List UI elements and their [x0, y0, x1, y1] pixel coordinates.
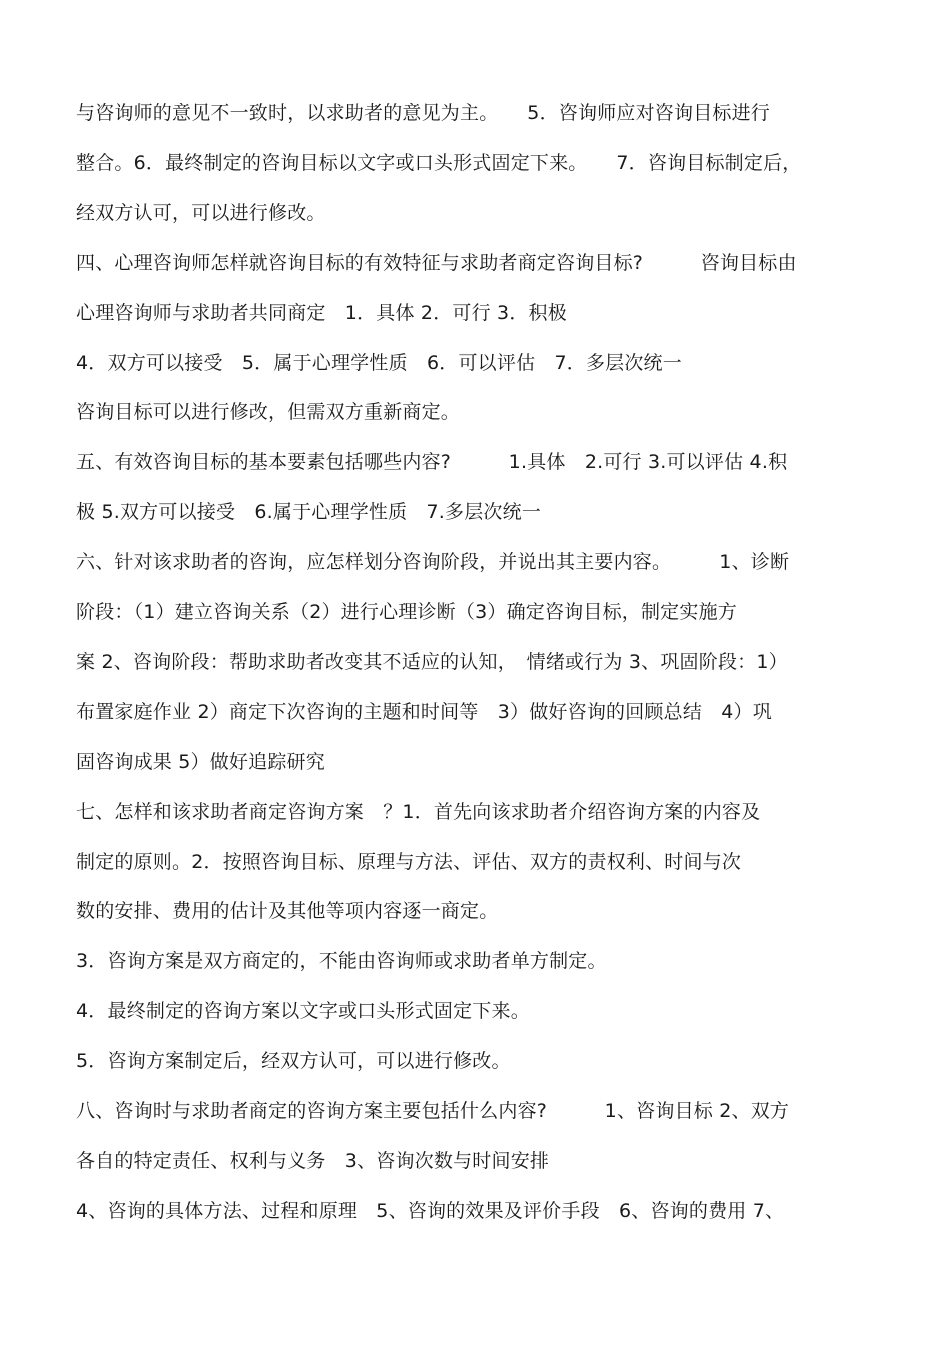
text-line: 四、心理咨询师怎样就咨询目标的有效特征与求助者商定咨询目标? 咨询目标由 [76, 251, 797, 274]
text-line: 案 2、咨询阶段：帮助求助者改变其不适应的认知， 情绪或行为 3、巩固阶段：1） [76, 650, 788, 673]
text-line: 七、怎样和该求助者商定咨询方案 ？1．首先向该求助者介绍咨询方案的内容及 [76, 800, 761, 823]
text-line: 4、咨询的具体方法、过程和原理 5、咨询的效果及评价手段 6、咨询的费用 7、 [76, 1199, 785, 1222]
text-line: 制定的原则。2．按照咨询目标、原理与方法、评估、双方的责权利、时间与次 [76, 850, 742, 873]
text-line: 各自的特定责任、权利与义务 3、咨询次数与时间安排 [76, 1149, 550, 1172]
text-line: 咨询目标可以进行修改，但需双方重新商定。 [76, 401, 461, 424]
text-line: 极 5.双方可以接受 6.属于心理学性质 7.多层次统一 [76, 501, 542, 524]
text-line: 经双方认可，可以进行修改。 [76, 201, 326, 224]
text-line: 3．咨询方案是双方商定的，不能由咨询师或求助者单方制定。 [76, 950, 607, 973]
text-line: 心理咨询师与求助者共同商定 1．具体 2．可行 3．积极 [76, 301, 567, 324]
text-line: 整合。6．最终制定的咨询目标以文字或口头形式固定下来。 7．咨询目标制定后， [76, 151, 802, 174]
text-line: 布置家庭作业 2）商定下次咨询的主题和时间等 3）做好咨询的回顾总结 4）巩 [76, 700, 772, 723]
text-line: 与咨询师的意见不一致时，以求助者的意见为主。 5．咨询师应对咨询目标进行 [76, 102, 770, 124]
text-line: 八、咨询时与求助者商定的咨询方案主要包括什么内容? 1、咨询目标 2、双方 [76, 1100, 790, 1122]
text-line: 数的安排、费用的估计及其他等项内容逐一商定。 [76, 900, 499, 923]
text-line: 五、有效咨询目标的基本要素包括哪些内容? 1.具体 2.可行 3.可以评估 4.积 [76, 451, 788, 474]
text-line: 4．最终制定的咨询方案以文字或口头形式固定下来。 [76, 1000, 530, 1023]
text-line: 固咨询成果 5）做好追踪研究 [76, 750, 325, 773]
text-line: 阶段：（1）建立咨询关系（2）进行心理诊断（3）确定咨询目标，制定实施方 [76, 601, 737, 623]
text-line: 5．咨询方案制定后，经双方认可，可以进行修改。 [76, 1050, 511, 1073]
text-line: 4．双方可以接受 5．属于心理学性质 6．可以评估 7．多层次统一 [76, 351, 682, 374]
text-line: 六、针对该求助者的咨询，应怎样划分咨询阶段，并说出其主要内容。 1、诊断 [76, 551, 790, 574]
